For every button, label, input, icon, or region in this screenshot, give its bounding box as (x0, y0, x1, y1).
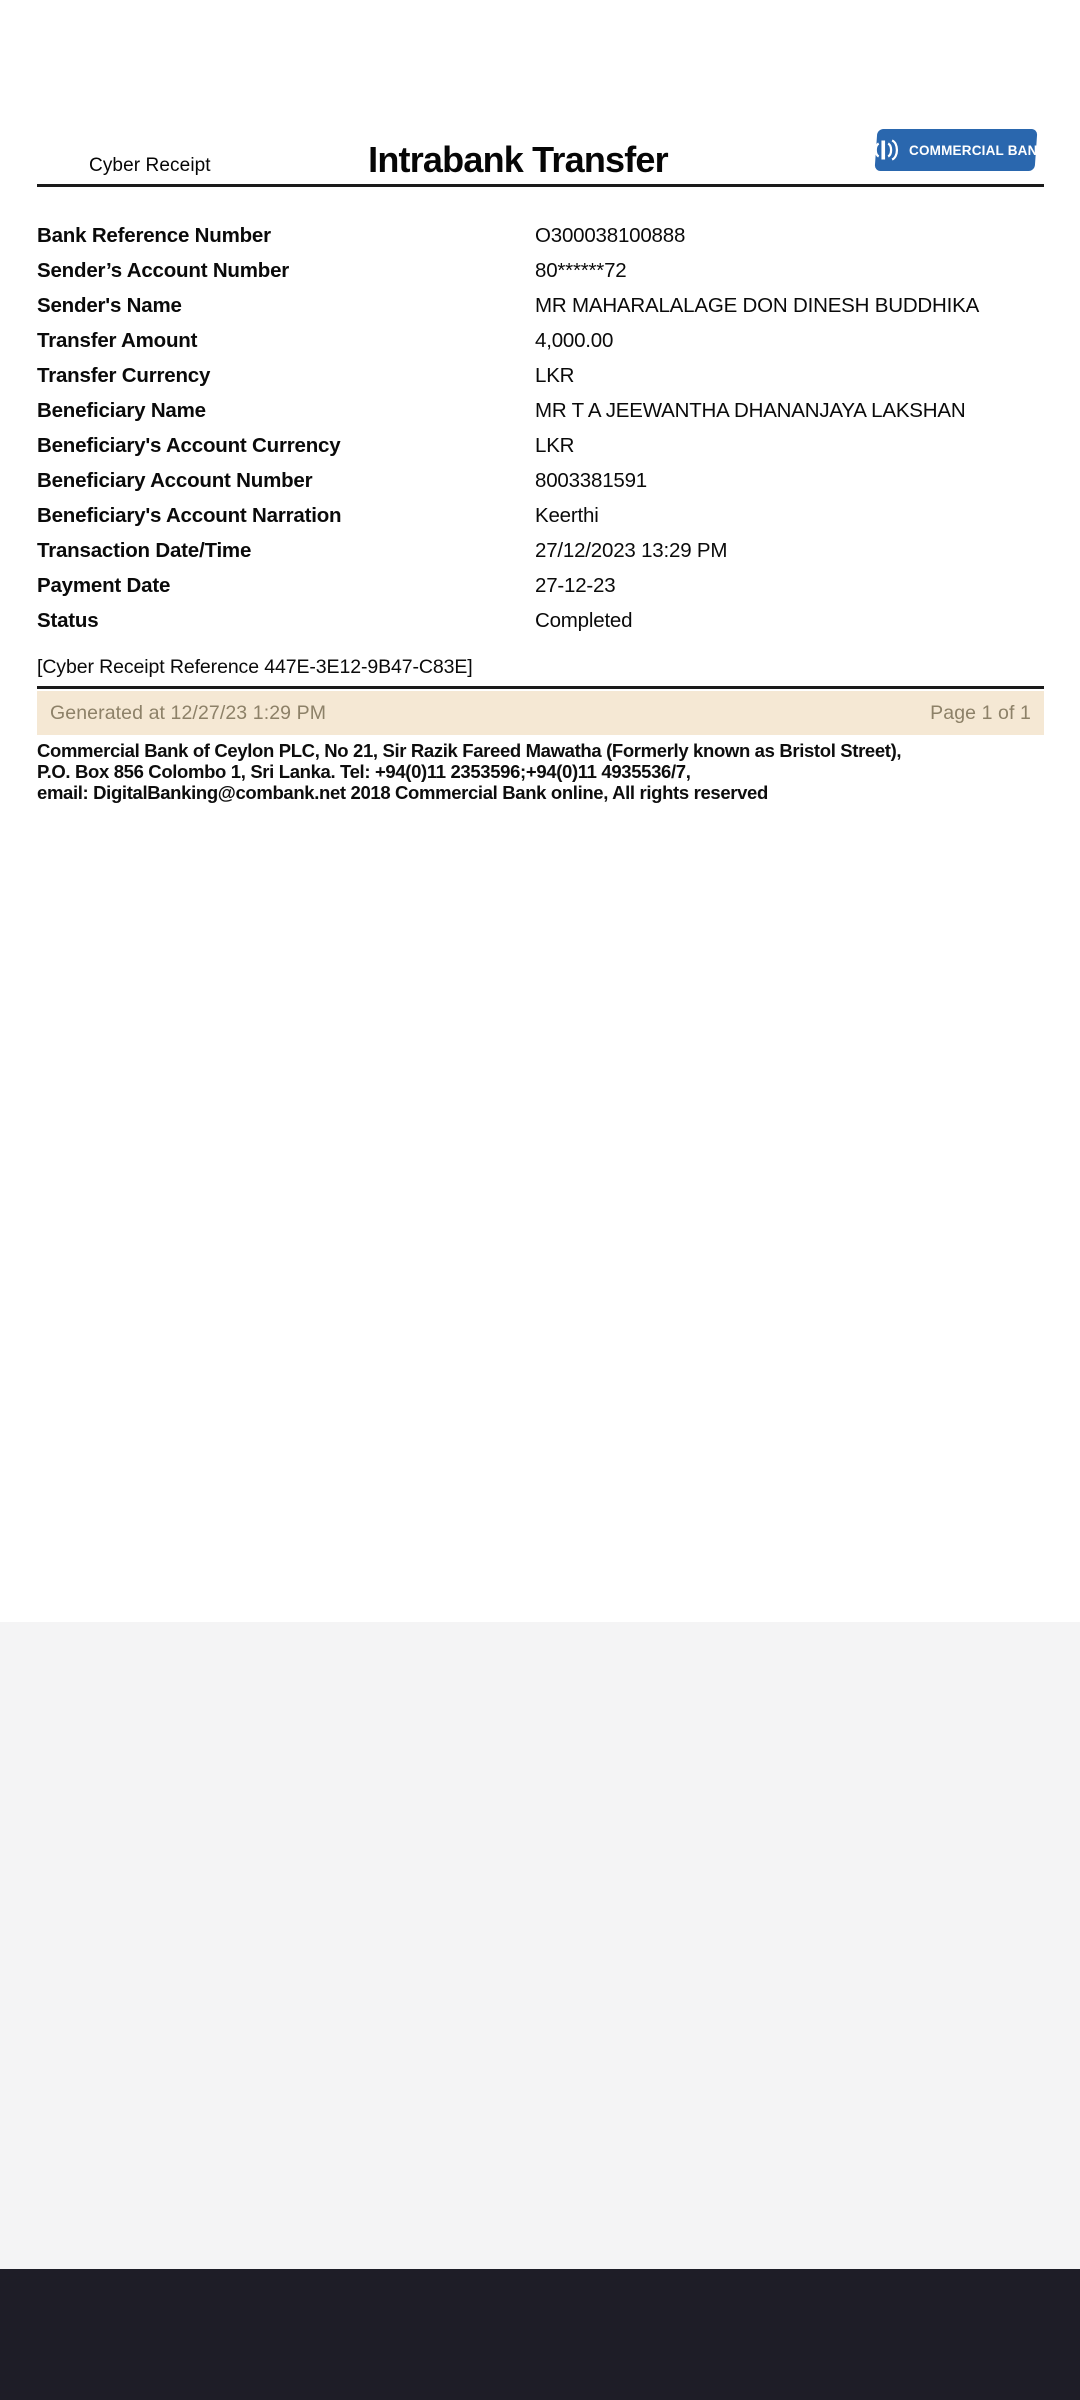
field-row-beneficiary-narration (37, 498, 1044, 533)
generated-at-text: Generated at 12/27/23 1:29 PM (50, 701, 327, 724)
field-label: Payment Date (37, 573, 171, 597)
field-label: Transaction Date/Time (37, 538, 252, 562)
field-row-beneficiary-currency (37, 428, 1044, 463)
receipt-header (37, 126, 1048, 187)
field-label: Status (37, 608, 99, 632)
field-row-beneficiary-name (37, 393, 1044, 428)
field-label: Beneficiary Account Number (37, 468, 313, 492)
footer-divider (37, 686, 1044, 689)
field-label: Sender's Name (37, 293, 182, 317)
field-label: Bank Reference Number (37, 223, 271, 247)
commercial-bank-logo (875, 129, 1048, 171)
field-value: 4,000.00 (535, 328, 614, 352)
field-row-bank-reference (37, 218, 1044, 253)
field-row-transfer-currency (37, 358, 1044, 393)
system-navigation-dark-band (0, 2269, 1080, 2400)
field-row-beneficiary-account (37, 463, 1044, 498)
page-background-gray-band (0, 1622, 1080, 2269)
field-value: O300038100888 (535, 223, 686, 247)
field-label: Sender’s Account Number (37, 258, 290, 282)
footer-line: P.O. Box 856 Colombo 1, Sri Lanka. Tel: +94(0)11 2353596;+94(0)11 4935536/7, (37, 760, 691, 782)
field-row-sender-name (37, 288, 1044, 323)
field-label: Transfer Amount (37, 328, 198, 352)
field-value: MR T A JEEWANTHA DHANANJAYA LAKSHAN (535, 398, 966, 422)
field-value: LKR (535, 363, 575, 387)
field-label: Beneficiary's Account Narration (37, 503, 342, 527)
logo-bank-name: COMMERCIAL BANK (909, 142, 1048, 158)
cyber-receipt-reference: [Cyber Receipt Reference 447E-3E12-9B47-C83E] (37, 656, 473, 678)
field-value: LKR (535, 433, 575, 457)
field-label: Beneficiary Name (37, 398, 206, 422)
field-value: 80******72 (535, 258, 627, 282)
field-row-transfer-amount (37, 323, 1044, 358)
footer-line: Commercial Bank of Ceylon PLC, No 21, Sir Razik Fareed Mawatha (Formerly known as Bristol Street), (37, 740, 902, 761)
title-wrap (37, 139, 999, 181)
field-value: 8003381591 (535, 468, 648, 492)
field-value: 27-12-23 (535, 573, 616, 597)
logo-inner (864, 138, 1048, 162)
status-value: Completed (535, 608, 633, 632)
generated-status-bar (37, 691, 1044, 735)
field-row-transaction-datetime (37, 533, 1044, 568)
field-value: MR MAHARALALAGE DON DINESH BUDDHIKA (535, 293, 980, 317)
field-label: Beneficiary's Account Currency (37, 433, 341, 457)
field-row-sender-account (37, 253, 1044, 288)
field-value: 27/12/2023 13:29 PM (535, 538, 728, 562)
bank-address-footer (37, 741, 1044, 803)
receipt-type-label: Cyber Receipt (89, 155, 211, 176)
commercial-bank-eye-icon (864, 138, 902, 162)
receipt-fields (37, 218, 1044, 638)
field-label: Transfer Currency (37, 363, 211, 387)
page-number-text: Page 1 of 1 (930, 701, 1031, 724)
field-row-status (37, 603, 1044, 638)
field-row-payment-date (37, 568, 1044, 603)
footer-line: email: DigitalBanking@combank.net 2018 Commercial Bank online, All rights reserved (37, 781, 768, 803)
page-title: Intrabank Transfer (368, 139, 668, 180)
field-value: Keerthi (535, 503, 599, 527)
